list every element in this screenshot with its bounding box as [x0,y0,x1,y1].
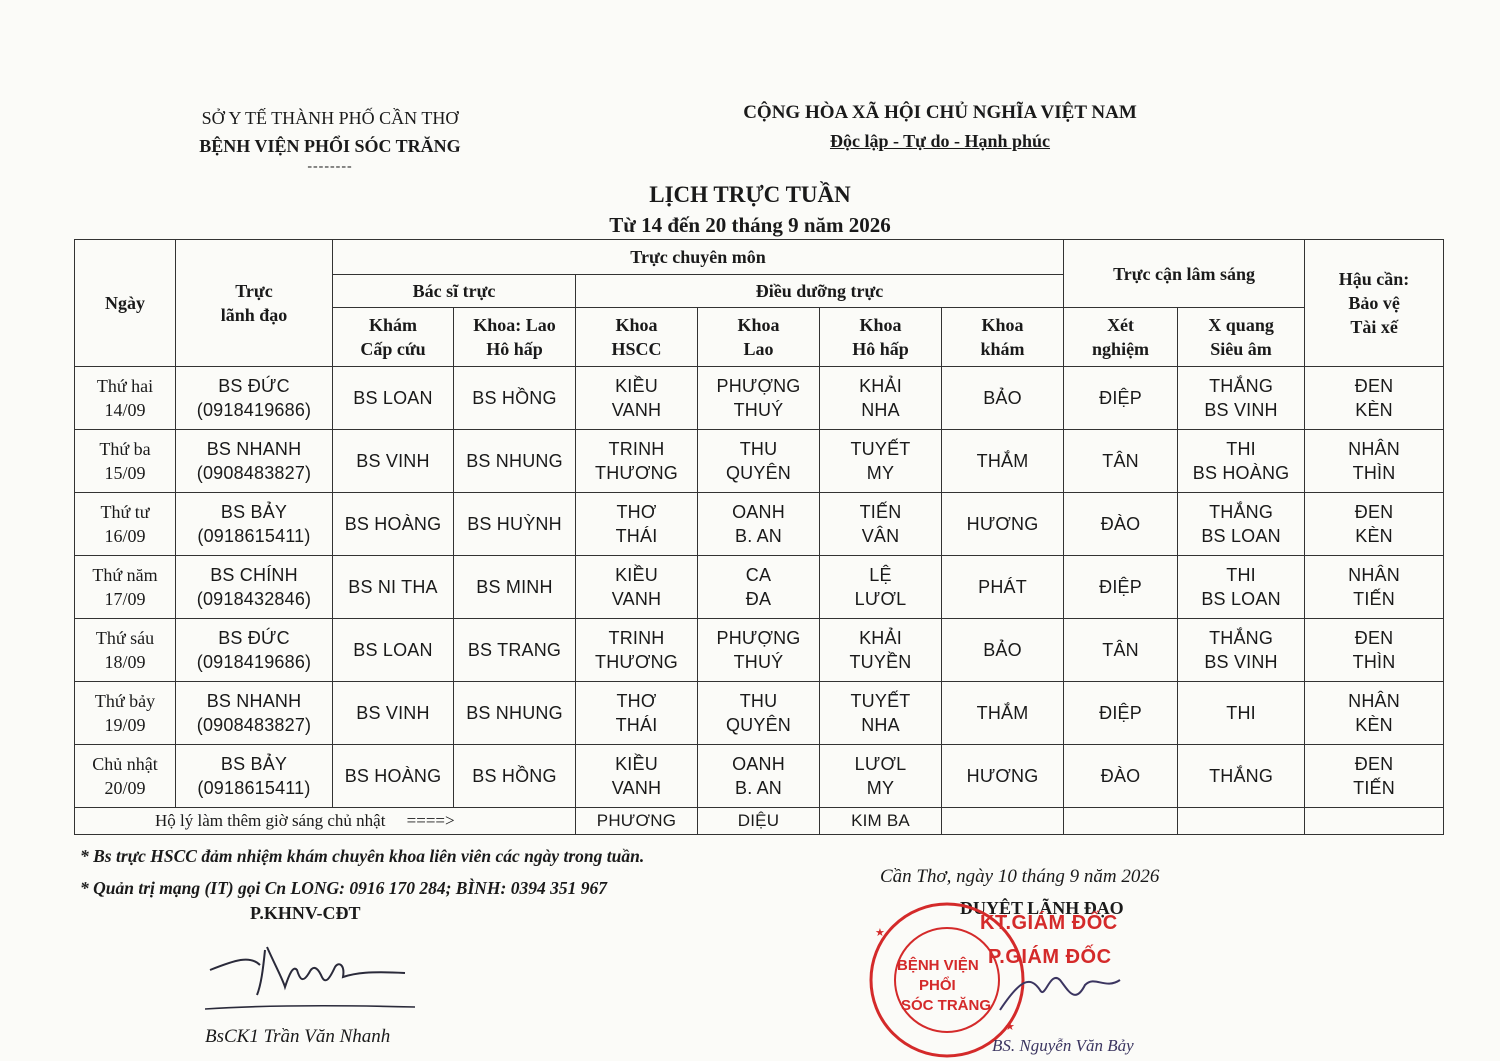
cell-icu: TRINH THƯƠNG [576,619,698,682]
duty-schedule-table [74,239,1444,835]
footer-respiratory: KIM BA [820,808,942,835]
signature-left [205,925,415,1015]
table-row [75,682,1444,745]
org-line-department: SỞ Y TẾ THÀNH PHỐ CẦN THƠ [201,108,459,128]
sub-header-icu: Khoa HSCC [576,308,698,367]
cell-lab: ĐIỆP [1064,367,1178,430]
svg-text:★: ★ [1005,1021,1015,1033]
sub-header-emergency: Khám Cấp cứu [333,308,454,367]
footer-empty [1064,808,1178,835]
col-header-leader-l1: Trực [235,281,273,301]
page-title: LỊCH TRỰC TUẦN [649,182,851,207]
cell-tb-respiratory: BS HỒNG [454,745,576,808]
cell-respiratory: KHẢI NHA [820,367,942,430]
cell-lab: ĐIỆP [1064,556,1178,619]
note-icu: * Bs trực HSCC đảm nhiệm khám chuyên khoa liên viên các ngày trong tuần. [80,846,645,866]
cell-icu: KIỀU VANH [576,745,698,808]
cell-tb: OANH B. AN [698,745,820,808]
group-header-paraclinical: Trực cận lâm sáng [1064,240,1305,308]
cell-lab: TÂN [1064,430,1178,493]
cell-tb-respiratory: BS NHUNG [454,430,576,493]
group-header-specialty: Trực chuyên môn [333,240,1064,275]
cell-leader: BS NHANH (0908483827) [176,682,333,745]
cell-tb-respiratory: BS HUỲNH [454,493,576,556]
table-row [75,430,1444,493]
cell-logistics: ĐEN THÌN [1305,619,1444,682]
footer-arrow: ====> [406,811,455,830]
cell-leader: BS BẢY (0918615411) [176,745,333,808]
cell-day: Chủ nhật 20/09 [75,745,176,808]
left-signer-name: BsCK1 Trần Văn Nhanh [205,1026,391,1047]
cell-day: Thứ tư 16/09 [75,493,176,556]
cell-xray: THI BS HOÀNG [1178,430,1305,493]
footer-empty [942,808,1064,835]
org-line-hospital: BỆNH VIỆN PHỔI SÓC TRĂNG [199,136,461,156]
col-header-leader-l2: lãnh đạo [220,305,288,325]
cell-xray: THẮNG BS LOAN [1178,493,1305,556]
svg-text:SÓC TRĂNG: SÓC TRĂNG [901,997,991,1014]
sign-date: Cần Thơ, ngày 10 tháng 9 năm 2026 [880,866,1160,887]
cell-leader: BS BẢY (0918615411) [176,493,333,556]
cell-lab: ĐIỆP [1064,682,1178,745]
cell-day: Thứ bảy 19/09 [75,682,176,745]
cell-clinic: THẮM [942,682,1064,745]
cell-xray: THẮNG BS VINH [1178,619,1305,682]
group-header-nurse: Điều dưỡng trực [576,275,1064,308]
cell-emergency: BS LOAN [333,619,454,682]
cell-respiratory: KHẢI TUYỀN [820,619,942,682]
cell-emergency: BS HOÀNG [333,745,454,808]
cell-clinic: BẢO [942,619,1064,682]
cell-clinic: HƯƠNG [942,493,1064,556]
cell-clinic: THẮM [942,430,1064,493]
cell-day: Thứ ba 15/09 [75,430,176,493]
logistics-l2: Bảo vệ [1348,293,1400,313]
cell-lab: ĐÀO [1064,745,1178,808]
footer-empty [1305,808,1444,835]
cell-emergency: BS HOÀNG [333,493,454,556]
nation-header [700,99,1180,155]
cell-xray: THẮNG [1178,745,1305,808]
col-header-leader [176,240,333,367]
col-header-day: Ngày [75,240,176,367]
dept-label: P.KHNV-CĐT [250,903,361,923]
org-header [150,104,510,174]
cell-leader: BS CHÍNH (0918432846) [176,556,333,619]
table-row [75,493,1444,556]
approval-label: DUYỆT LÃNH ĐẠO [960,898,1124,918]
cell-tb: PHƯỢNG THUÝ [698,367,820,430]
cell-clinic: HƯƠNG [942,745,1064,808]
stamp-kt: KT.GIÁM ĐỐC [980,912,1118,934]
org-divider: -------- [307,159,353,174]
cell-respiratory: LƯƠL MY [820,745,942,808]
cell-icu: THƠ THÁI [576,682,698,745]
sub-header-respiratory: Khoa Hô hấp [820,308,942,367]
footer-label: Hộ lý làm thêm giờ sáng chủ nhật [155,811,386,830]
note-it: * Quản trị mạng (IT) gọi Cn LONG: 0916 170 284; BÌNH: 0394 351 967 [80,878,607,898]
cell-lab: ĐÀO [1064,493,1178,556]
cell-tb: OANH B. AN [698,493,820,556]
cell-lab: TÂN [1064,619,1178,682]
footer-icu: PHƯƠNG [576,808,698,835]
cell-leader: BS NHANH (0908483827) [176,430,333,493]
cell-xray: THẮNG BS VINH [1178,367,1305,430]
sub-header-lab: Xét nghiệm [1064,308,1178,367]
svg-text:PHỔI: PHỔI [919,977,956,994]
nation-line: CỘNG HÒA XÃ HỘI CHỦ NGHĨA VIỆT NAM [743,102,1137,123]
cell-xray: THI [1178,682,1305,745]
cell-emergency: BS NI THA [333,556,454,619]
cell-tb-respiratory: BS HỒNG [454,367,576,430]
cell-logistics: NHÂN TIẾN [1305,556,1444,619]
stamp-pgd: P.GIÁM ĐỐC [988,946,1112,968]
cell-tb: CA ĐA [698,556,820,619]
cell-respiratory: TUYẾT NHA [820,682,942,745]
cell-clinic: BẢO [942,367,1064,430]
cell-tb-respiratory: BS NHUNG [454,682,576,745]
cell-day: Thứ năm 17/09 [75,556,176,619]
cell-respiratory: LỆ LƯƠL [820,556,942,619]
right-signer-name: BS. Nguyễn Văn Bảy [992,1036,1134,1055]
table-row [75,556,1444,619]
sub-header-tb: Khoa Lao [698,308,820,367]
footer-empty [1178,808,1305,835]
table-row [75,619,1444,682]
cell-day: Thứ sáu 18/09 [75,619,176,682]
footer-note [75,808,576,835]
cell-logistics: ĐEN KÈN [1305,493,1444,556]
table-footer-row [75,808,1444,835]
cell-tb: THU QUYÊN [698,430,820,493]
sub-header-clinic: Khoa khám [942,308,1064,367]
svg-text:★: ★ [875,927,885,939]
cell-logistics: ĐEN KÈN [1305,367,1444,430]
group-header-logistics [1305,240,1444,367]
notes [80,840,840,904]
cell-logistics: NHÂN KÈN [1305,682,1444,745]
signature-right [990,960,1130,1030]
group-header-doctor: Bác sĩ trực [333,275,576,308]
cell-xray: THI BS LOAN [1178,556,1305,619]
cell-logistics: ĐEN TIẾN [1305,745,1444,808]
cell-respiratory: TIẾN VÂN [820,493,942,556]
motto-line: Độc lập - Tự do - Hạnh phúc [829,131,1051,151]
cell-leader: BS ĐỨC (0918419686) [176,619,333,682]
cell-tb: PHƯỢNG THUÝ [698,619,820,682]
page-subtitle: Từ 14 đến 20 tháng 9 năm 2026 [609,213,891,237]
sub-header-tb-respiratory: Khoa: Lao Hô hấp [454,308,576,367]
cell-icu: THƠ THÁI [576,493,698,556]
footer-tb: DIỆU [698,808,820,835]
cell-logistics: NHÂN THÌN [1305,430,1444,493]
svg-text:BỆNH VIỆN: BỆNH VIỆN [897,957,979,974]
cell-leader: BS ĐỨC (0918419686) [176,367,333,430]
cell-icu: TRINH THƯƠNG [576,430,698,493]
cell-emergency: BS VINH [333,682,454,745]
cell-clinic: PHÁT [942,556,1064,619]
logistics-l3: Tài xế [1350,317,1398,337]
cell-tb: THU QUYÊN [698,682,820,745]
cell-tb-respiratory: BS MINH [454,556,576,619]
cell-icu: KIỀU VANH [576,556,698,619]
table-row [75,367,1444,430]
cell-day: Thứ hai 14/09 [75,367,176,430]
table-row [75,745,1444,808]
sub-header-xray: X quang Siêu âm [1178,308,1305,367]
cell-emergency: BS LOAN [333,367,454,430]
cell-emergency: BS VINH [333,430,454,493]
cell-icu: KIỀU VANH [576,367,698,430]
logistics-l1: Hậu cần: [1338,269,1410,289]
cell-tb-respiratory: BS TRANG [454,619,576,682]
cell-respiratory: TUYẾT MY [820,430,942,493]
